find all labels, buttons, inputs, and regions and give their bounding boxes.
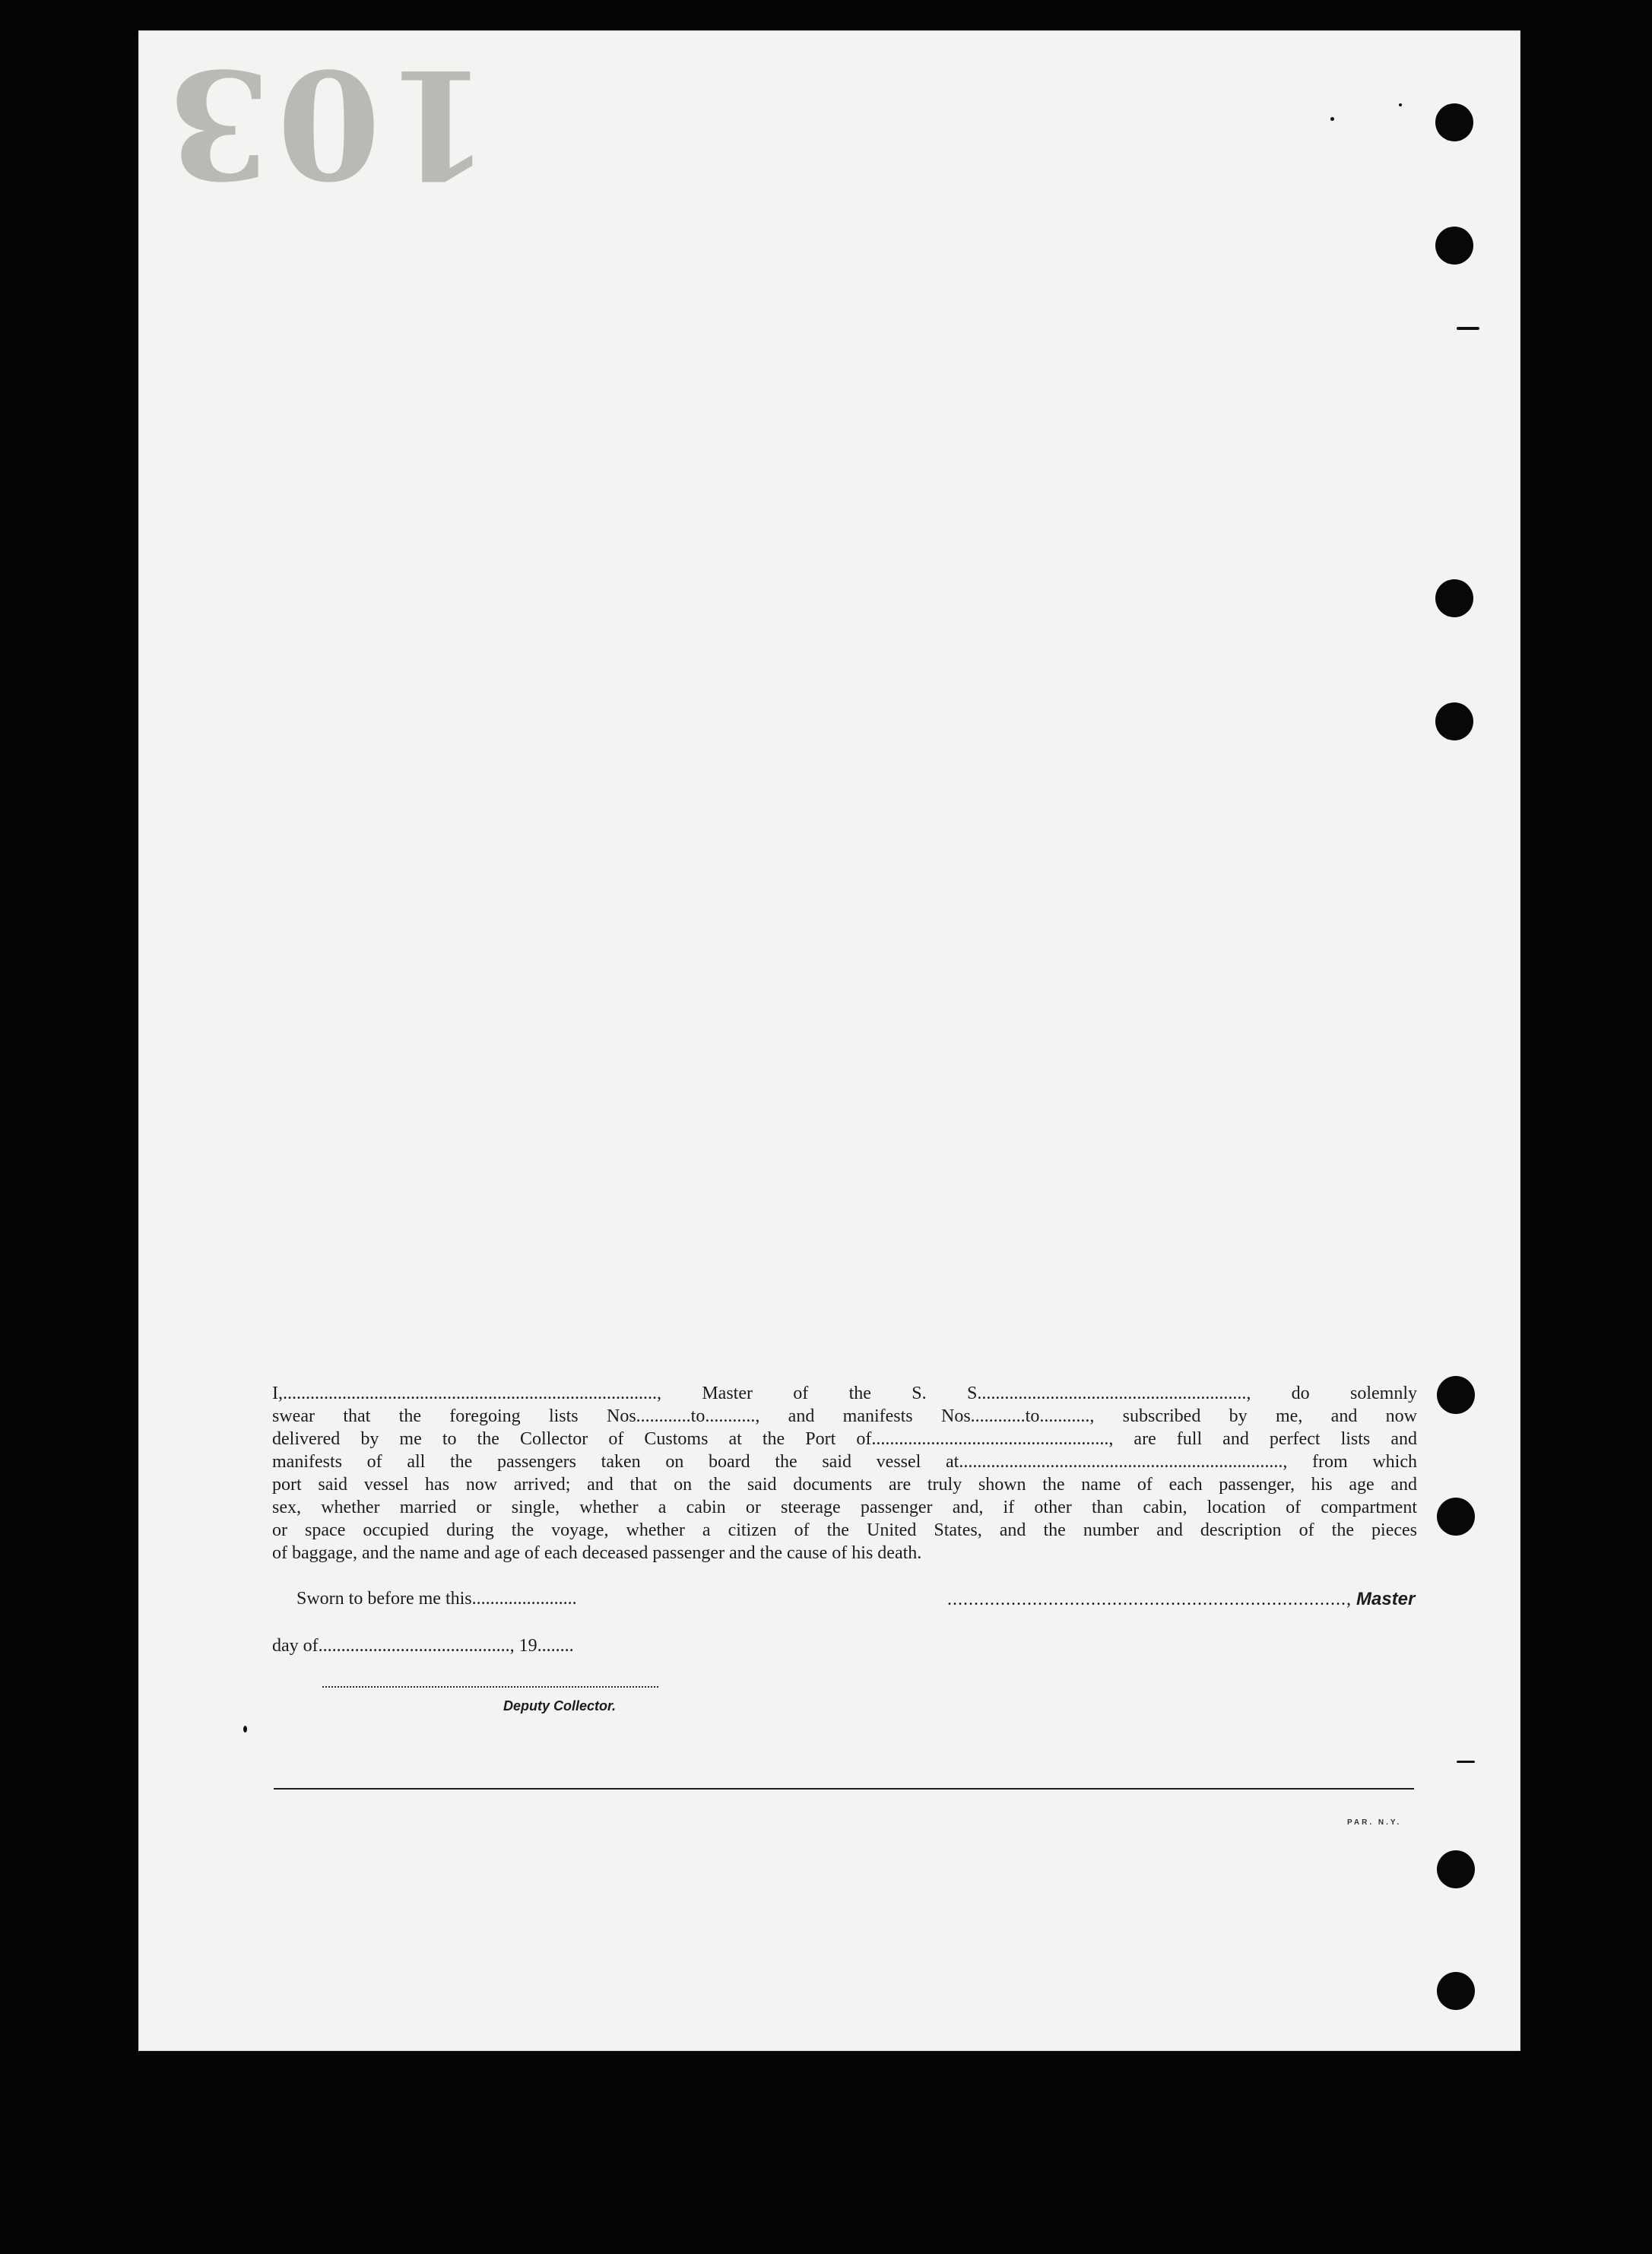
master-signature-dots: ..........................................................................., — [947, 1590, 1352, 1609]
ink-speck — [1457, 327, 1479, 330]
day-of-line: day of.........................................., 19........ — [272, 1636, 574, 1656]
binder-hole — [1437, 1376, 1475, 1414]
binder-hole — [1437, 1972, 1475, 2010]
oath-line: or space occupied during the voyage, whether a citizen of the United States, and the number and description of the pieces — [272, 1520, 1417, 1540]
binder-hole — [1437, 1498, 1475, 1536]
ink-speck — [1399, 103, 1402, 106]
master-oath — [272, 1382, 1417, 1564]
binder-hole — [1435, 579, 1473, 617]
oath-line: of baggage, and the name and age of each deceased passenger and the cause of his death. — [272, 1543, 922, 1563]
printer-mark: PAR. N.Y. — [1347, 1818, 1402, 1827]
oath-line: sex, whether married or single, whether a cabin or steerage passenger and, if other than cabin, location of compartment — [272, 1498, 1417, 1517]
binder-hole — [1437, 1850, 1475, 1888]
ink-speck — [243, 1726, 247, 1733]
binder-hole — [1435, 103, 1473, 141]
deputy-collector-signature-line — [322, 1686, 658, 1688]
ink-speck — [1330, 117, 1334, 121]
binder-hole — [1435, 227, 1473, 265]
oath-line: I,.................................................................................., Master of the S. S..........................................................., do solemnly — [272, 1384, 1417, 1403]
ink-speck — [1457, 1761, 1475, 1763]
stamped-page-number: 103 — [161, 36, 491, 211]
binder-hole — [1435, 702, 1473, 740]
master-signature-line — [947, 1589, 1415, 1610]
manifest-page — [138, 30, 1520, 2051]
oath-line: swear that the foregoing lists Nos............to..........., and manifests Nos............to..........., subscribed by me, and now — [272, 1406, 1417, 1426]
master-label: Master — [1356, 1589, 1416, 1609]
oath-line: port said vessel has now arrived; and that on the said documents are truly shown the name of each passenger, his age and — [272, 1475, 1417, 1495]
deputy-collector-label: Deputy Collector. — [503, 1698, 617, 1713]
bottom-rule — [274, 1788, 1414, 1790]
oath-line: manifests of all the passengers taken on board the said vessel at......................................................................., from which — [272, 1452, 1417, 1472]
sworn-line: Sworn to before me this....................... — [296, 1589, 577, 1609]
oath-line: delivered by me to the Collector of Customs at the Port of...................................................., are full and perfect lists and — [272, 1429, 1417, 1449]
